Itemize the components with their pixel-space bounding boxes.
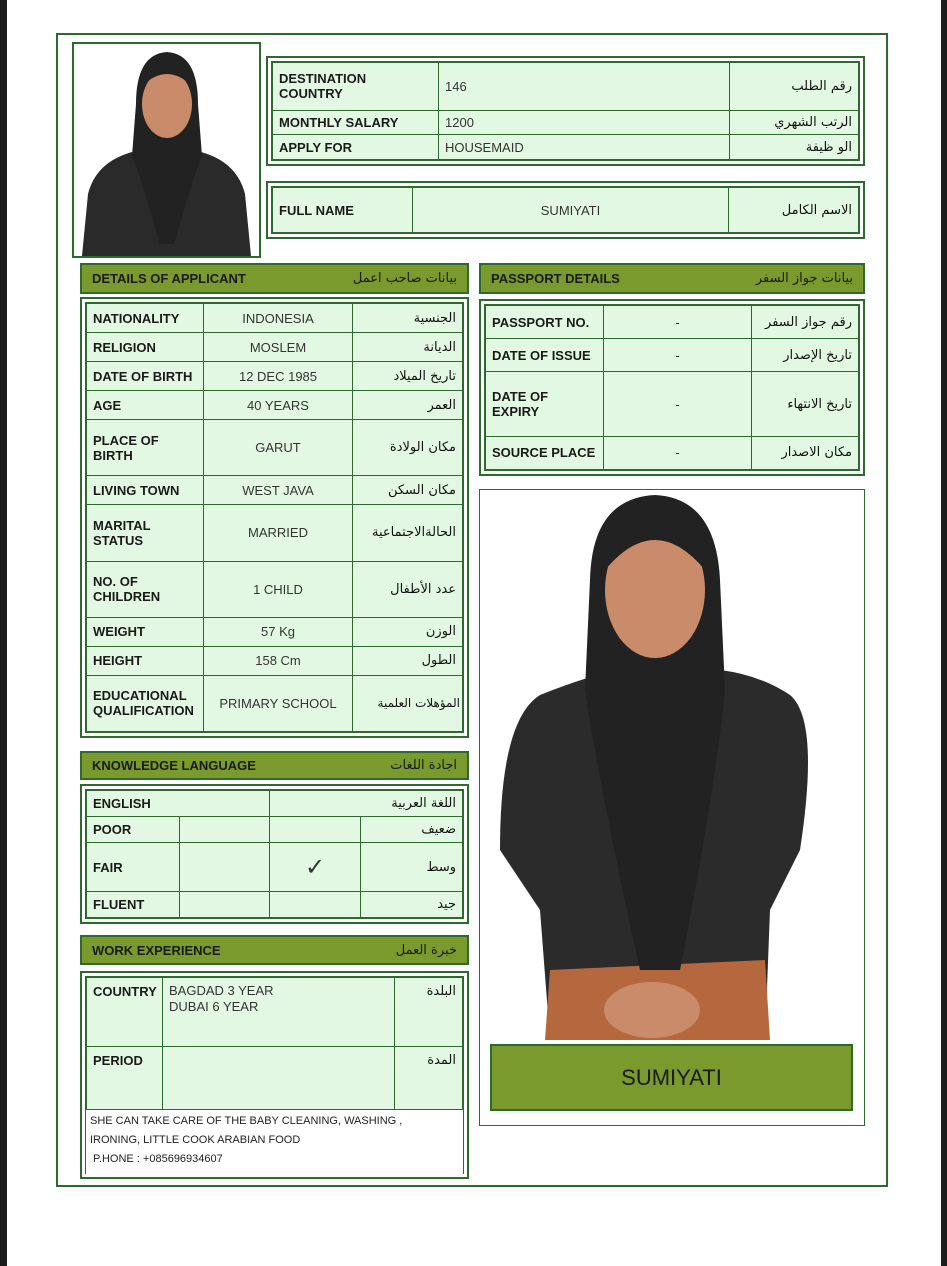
children-arabic: عدد الأطفال	[353, 561, 463, 617]
living-town-arabic: مكان السكن	[353, 476, 463, 505]
period-arabic: المدة	[395, 1047, 463, 1110]
passport-section-header	[479, 263, 865, 294]
arabic-column-header: اللغة العربية	[270, 791, 463, 817]
source-place-label: SOURCE PLACE	[486, 436, 604, 469]
table-row	[87, 891, 463, 917]
english-fluent-cell	[180, 891, 270, 917]
work-title: WORK EXPERIENCE	[92, 942, 221, 958]
date-of-issue-value: -	[604, 339, 752, 372]
work-title-arabic: خبرة العمل	[395, 942, 457, 958]
full-name-block	[266, 181, 865, 239]
age-value: 40 YEARS	[204, 391, 353, 420]
applicant-details-table	[86, 303, 463, 732]
person-silhouette-large	[480, 490, 863, 1040]
date-of-expiry-value: -	[604, 372, 752, 436]
education-arabic: المؤهلات العلمية	[353, 675, 463, 731]
age-arabic: العمر	[353, 391, 463, 420]
nationality-label: NATIONALITY	[87, 304, 204, 333]
table-row	[87, 791, 463, 817]
full-name-arabic: الاسم الكامل	[729, 188, 859, 233]
nationality-arabic: الجنسية	[353, 304, 463, 333]
marital-status-label: MARITAL STATUS	[87, 505, 204, 561]
source-place-arabic: مكان الاصدار	[752, 436, 859, 469]
religion-label: RELIGION	[87, 333, 204, 362]
date-of-birth-arabic: تاريخ الميلاد	[353, 362, 463, 391]
work-notes	[86, 1110, 463, 1177]
living-town-label: LIVING TOWN	[87, 476, 204, 505]
work-experience-block	[80, 971, 469, 1179]
period-value	[163, 1047, 395, 1110]
apply-for-arabic: الو ظيفة	[730, 135, 859, 160]
children-label: NO. OF CHILDREN	[87, 561, 204, 617]
destination-country-label: DESTINATION COUNTRY	[273, 63, 439, 111]
table-row	[87, 617, 463, 646]
date-of-expiry-label: DATE OF EXPIRY	[486, 372, 604, 436]
fair-arabic: وسط	[361, 843, 463, 892]
table-row	[87, 843, 463, 892]
portrait-photo-small	[72, 42, 261, 258]
applicant-name-banner: SUMIYATI	[490, 1044, 853, 1111]
applicant-section-header	[80, 263, 469, 294]
country-line: BAGDAD 3 YEAR	[169, 983, 274, 998]
date-of-issue-label: DATE OF ISSUE	[486, 339, 604, 372]
country-line: DUBAI 6 YEAR	[169, 999, 259, 1014]
person-silhouette-small	[74, 44, 259, 256]
nationality-value: INDONESIA	[204, 304, 353, 333]
table-row	[87, 646, 463, 675]
applicant-title: DETAILS OF APPLICANT	[92, 271, 246, 286]
monthly-salary-arabic: الرتب الشهري	[730, 110, 859, 135]
passport-details-table	[485, 305, 859, 470]
language-block	[80, 784, 469, 924]
applicant-details-block	[80, 297, 469, 738]
passport-no-label: PASSPORT NO.	[486, 306, 604, 339]
destination-country-value: 146	[439, 63, 730, 111]
living-town-value: WEST JAVA	[204, 476, 353, 505]
height-value: 158 Cm	[204, 646, 353, 675]
date-of-birth-label: DATE OF BIRTH	[87, 362, 204, 391]
passport-title-arabic: بيانات جواز السفر	[755, 271, 853, 286]
language-section-header	[80, 751, 469, 780]
height-label: HEIGHT	[87, 646, 204, 675]
language-title: KNOWLEDGE LANGUAGE	[92, 758, 256, 773]
right-edge	[941, 0, 947, 1266]
table-row	[87, 505, 463, 561]
children-value: 1 CHILD	[204, 561, 353, 617]
request-info-table	[272, 62, 859, 160]
english-poor-cell	[180, 817, 270, 843]
age-label: AGE	[87, 391, 204, 420]
education-value: PRIMARY SCHOOL	[204, 675, 353, 731]
weight-arabic: الوزن	[353, 617, 463, 646]
passport-details-block	[479, 299, 865, 476]
full-name-value: SUMIYATI	[413, 188, 729, 233]
work-section-header	[80, 935, 469, 965]
portrait-frame-large	[479, 489, 865, 1126]
full-name-label: FULL NAME	[273, 188, 413, 233]
period-label: PERIOD	[87, 1047, 163, 1110]
table-row	[87, 476, 463, 505]
place-of-birth-label: PLACE OF BIRTH	[87, 420, 204, 476]
table-row	[87, 391, 463, 420]
poor-arabic: ضعيف	[361, 817, 463, 843]
applicant-title-arabic: بيانات صاحب اعمل	[352, 271, 457, 286]
destination-country-arabic: رقم الطلب	[730, 63, 859, 111]
left-edge	[0, 0, 7, 1266]
table-row	[87, 817, 463, 843]
weight-label: WEIGHT	[87, 617, 204, 646]
table-row	[273, 135, 859, 160]
country-values	[163, 978, 395, 1047]
note-line: SHE CAN TAKE CARE OF THE BABY CLEANING, WASHING ,	[90, 1115, 403, 1127]
source-place-value: -	[604, 436, 752, 469]
request-info-block	[266, 56, 865, 166]
passport-title: PASSPORT DETAILS	[491, 271, 620, 286]
religion-value: MOSLEM	[204, 333, 353, 362]
apply-for-label: APPLY FOR	[273, 135, 439, 160]
place-of-birth-value: GARUT	[204, 420, 353, 476]
table-row	[87, 362, 463, 391]
table-row	[87, 420, 463, 476]
table-row	[87, 304, 463, 333]
height-arabic: الطول	[353, 646, 463, 675]
monthly-salary-label: MONTHLY SALARY	[273, 110, 439, 135]
monthly-salary-value: 1200	[439, 110, 730, 135]
table-row	[486, 372, 859, 436]
language-table	[86, 790, 463, 918]
fluent-arabic: جيد	[361, 891, 463, 917]
english-fair-cell	[180, 843, 270, 892]
language-title-arabic: اجادة اللغات	[390, 758, 457, 773]
education-label: EDUCATIONAL QUALIFICATION	[87, 675, 204, 731]
table-row	[87, 561, 463, 617]
table-row	[486, 436, 859, 469]
passport-no-value: -	[604, 306, 752, 339]
table-row	[273, 63, 859, 111]
table-row	[87, 333, 463, 362]
note-line: IRONING, LITTLE COOK ARABIAN FOOD	[90, 1134, 301, 1146]
country-arabic: البلدة	[395, 978, 463, 1047]
table-row	[87, 675, 463, 731]
marital-status-value: MARRIED	[204, 505, 353, 561]
arabic-poor-mark	[270, 817, 361, 843]
date-of-birth-value: 12 DEC 1985	[204, 362, 353, 391]
passport-no-arabic: رقم جواز السفر	[752, 306, 859, 339]
table-row	[273, 110, 859, 135]
poor-label: POOR	[87, 817, 180, 843]
place-of-birth-arabic: مكان الولادة	[353, 420, 463, 476]
apply-for-value: HOUSEMAID	[439, 135, 730, 160]
country-label: COUNTRY	[87, 978, 163, 1047]
full-name-table	[272, 187, 859, 233]
weight-value: 57 Kg	[204, 617, 353, 646]
arabic-fluent-mark	[270, 891, 361, 917]
fluent-label: FLUENT	[87, 891, 180, 917]
table-row	[87, 978, 463, 1047]
phone-line: P.HONE : +085696934607	[93, 1153, 223, 1165]
work-experience-table	[86, 977, 463, 1110]
date-of-expiry-arabic: تاريخ الانتهاء	[752, 372, 859, 436]
check-icon: ✓	[270, 843, 361, 892]
fair-label: FAIR	[87, 843, 180, 892]
marital-status-arabic: الحالةالاجتماعية	[353, 505, 463, 561]
table-row	[486, 339, 859, 372]
table-row	[87, 1047, 463, 1110]
date-of-issue-arabic: تاريخ الإصدار	[752, 339, 859, 372]
table-row	[273, 188, 859, 233]
table-row	[486, 306, 859, 339]
english-column-header: ENGLISH	[87, 791, 270, 817]
religion-arabic: الديانة	[353, 333, 463, 362]
